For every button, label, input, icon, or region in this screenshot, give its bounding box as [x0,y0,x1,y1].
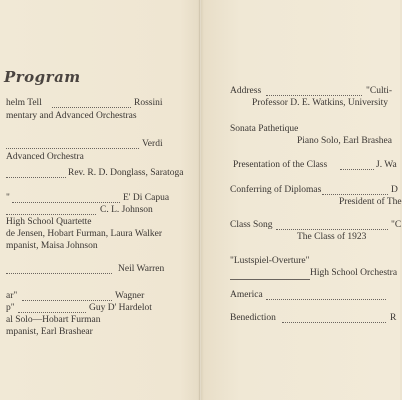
program-line: C. L. Johnson [100,205,153,215]
program-line: Advanced Orchestra [6,152,84,162]
program-line: America [230,290,263,300]
dot-leader [282,321,386,323]
program-line: E' Di Capua [123,193,170,203]
dot-leader [18,311,86,313]
dot-leader [12,201,120,203]
dot-leader [22,299,112,301]
program-line: "Lustspiel-Overture" [230,256,310,266]
program-line: J. Wa [376,160,397,170]
program-line: Piano Solo, Earl Brashea [297,136,392,146]
dot-leader [266,94,362,96]
program-line: " [6,193,10,203]
program-line: President of The [339,197,402,207]
dot-leader [6,213,96,215]
center-fold [199,0,201,400]
program-line: High School Quartette [6,217,92,227]
program-line: p" [6,303,15,313]
dot-leader [340,168,374,170]
program-line: mpanist, Earl Brashear [6,327,93,337]
dot-leader [6,147,139,149]
program-line: The Class of 1923 [297,232,367,242]
program-line: "C [391,220,402,230]
program-line: "Culti- [366,86,393,96]
program-line: High School Orchestra [310,268,398,278]
program-line: Conferring of Diplomas [230,185,322,195]
program-line: Verdi [142,139,163,149]
program-line: Professor D. E. Watkins, University [252,98,389,108]
program-line: mentary and Advanced Orchestras [6,111,137,121]
program-line: Sonata Pathetique [230,124,299,134]
dot-leader [6,176,66,178]
program-line: mpanist, Maisa Johnson [6,241,98,251]
program-line: Benediction [230,313,276,323]
dot-leader [322,193,388,195]
dot-leader [266,298,386,300]
program-line: Address [230,86,262,96]
program-line: de Jensen, Hobart Furman, Laura Walker [6,229,163,239]
program-title: Program [4,68,81,86]
program-line: ar" [6,291,18,301]
program-line: R [390,313,397,323]
program-line: Neil Warren [118,264,165,274]
dot-leader [276,228,388,230]
program-line: Presentation of the Class [233,160,328,170]
dot-leader [52,106,131,108]
program-line: al Solo—Hobart Furman [6,315,101,325]
dot-leader [6,272,112,274]
underline-rule [230,279,310,280]
program-line: Class Song [230,220,273,230]
program-line: helm Tell [6,98,42,108]
program-line: Guy D' Hardelot [89,303,152,313]
program-line: Rossini [134,98,163,108]
program-line: Wagner [115,291,145,301]
program-line: Rev. R. D. Donglass, Saratoga [68,168,184,178]
program-line: D [391,185,398,195]
